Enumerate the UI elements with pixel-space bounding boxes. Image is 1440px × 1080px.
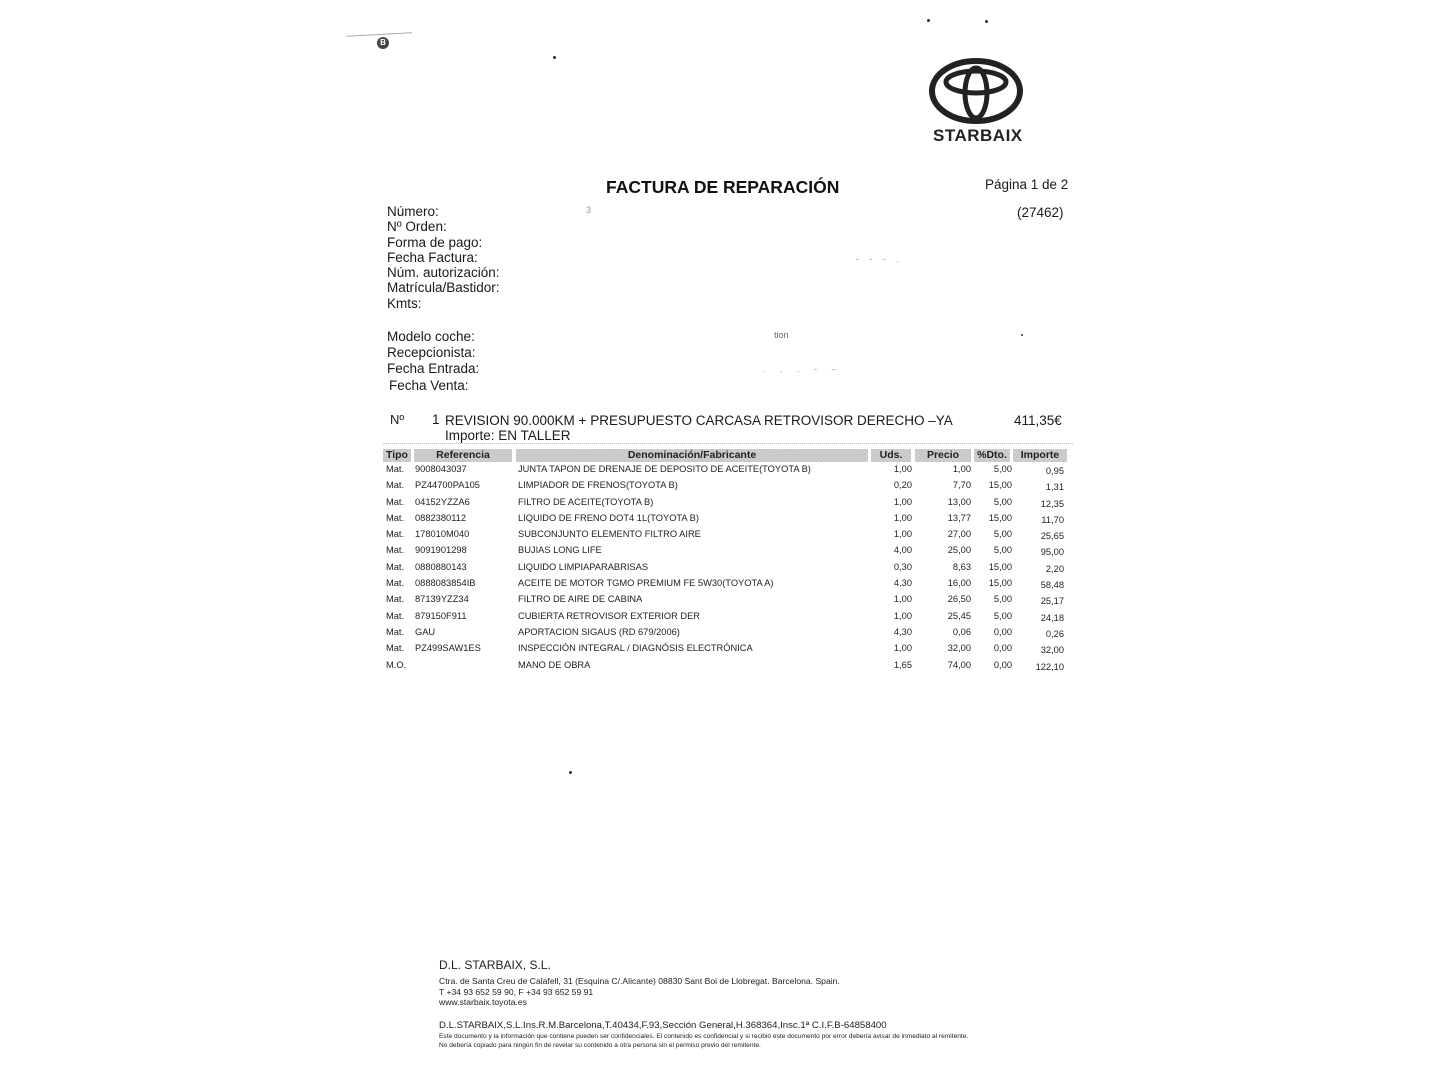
cell-precio: 13,00	[947, 496, 971, 507]
cell-precio: 1,00	[952, 464, 971, 474]
cell-denominacion: APORTACION SIGAUS (RD 679/2006)	[518, 626, 680, 637]
page-title: FACTURA DE REPARACIÓN	[606, 177, 840, 197]
cell-tipo: Mat.	[386, 594, 405, 605]
footer-legal-line-1: Este documento y la información que contiene pueden ser confidenciales. El contenido es confidencial y si recibió este documento por error debería avisar de inmediato al remitente.	[439, 1033, 969, 1040]
footer-registry: D.L.STARBAIX,S.L.Ins.R.M.Barcelona,T.40434,F.93,Sección General,H.368364,Insc.1ª C.I.F.B-64858400	[439, 1020, 887, 1031]
cell-importe: 11,70	[1041, 514, 1064, 525]
cell-denominacion: LIQUIDO LIMPIAPARABRISAS	[518, 561, 649, 572]
cell-dto: 0,00	[993, 643, 1012, 654]
cell-precio: 0,06	[952, 626, 971, 637]
cell-dto: 5,00	[993, 594, 1012, 605]
footer-address: Ctra. de Santa Creu de Calafell, 31 (Esquina C/.Alicante) 08830 Sant Boi de Llobregat. Barcelona. Spain.	[439, 976, 840, 986]
cell-tipo: Mat.	[386, 480, 405, 491]
cell-precio: 7,70	[952, 480, 971, 491]
line-items-table	[386, 464, 1076, 676]
invoice-fields	[387, 204, 500, 311]
col-header-referencia: Referencia	[414, 449, 512, 462]
cell-precio: 8,63	[952, 561, 971, 572]
cell-importe: 12,35	[1040, 498, 1064, 509]
cell-uds: 0,20	[893, 480, 912, 491]
field-matricula-label: Matrícula/Bastidor:	[387, 280, 500, 296]
divider	[383, 443, 1073, 446]
footer-phones: T +34 93 652 59 90, F +34 93 652 59 91	[439, 986, 594, 997]
redacted-modelo: tion	[774, 330, 789, 340]
cell-denominacion: INSPECCIÓN INTEGRAL / DIAGNÓSIS ELECTRÓNICA	[518, 643, 753, 654]
cell-referencia: PZ44700PA105	[415, 480, 480, 491]
scan-speck	[985, 20, 988, 23]
footer-legal-line-2: No debería copiado para ningún fin de revelar su contenido a otra persona sin el permiso previo del remitente.	[439, 1042, 761, 1049]
cell-uds: 4,30	[893, 626, 912, 637]
cell-tipo: Mat.	[386, 610, 405, 621]
field-orden-label: Nº Orden:	[387, 219, 447, 235]
cell-importe: 122,10	[1035, 661, 1064, 672]
page-number: Página 1 de 2	[985, 177, 1069, 192]
table-row	[386, 611, 1076, 627]
work-order-description: REVISION 90.000KM + PRESUPUESTO CARCASA RETROVISOR DERECHO –YA Importe: EN TALLER	[445, 413, 953, 443]
cell-precio: 74,00	[947, 659, 971, 670]
cell-dto: 5,00	[993, 529, 1012, 540]
table-row	[386, 480, 1076, 496]
cell-denominacion: JUNTA TAPON DE DRENAJE DE DEPOSITO DE ACEITE(TOYOTA B)	[518, 464, 811, 474]
cell-importe: 95,00	[1040, 547, 1064, 558]
table-row	[386, 497, 1076, 513]
cell-referencia: 879150F911	[415, 610, 467, 621]
footer-website-link[interactable]: www.starbaix.toyota.es	[439, 997, 527, 1007]
cell-referencia: GAU	[415, 626, 436, 637]
cell-tipo: Mat.	[386, 464, 405, 474]
cell-importe: 25,65	[1040, 531, 1064, 542]
scan-speck	[927, 19, 930, 22]
cell-denominacion: SUBCONJUNTO ELEMENTO FILTRO AIRE	[518, 529, 701, 540]
cell-dto: 5,00	[993, 464, 1012, 474]
cell-dto: 15,00	[988, 578, 1012, 589]
table-row	[386, 464, 1076, 480]
cell-dto: 0,00	[993, 626, 1012, 637]
cell-referencia: 0882380112	[415, 512, 467, 523]
cell-tipo: Mat.	[386, 643, 405, 654]
cell-referencia: 0880880143	[415, 561, 467, 572]
cell-tipo: Mat.	[386, 626, 405, 637]
table-row	[386, 562, 1076, 578]
cell-importe: 1,31	[1045, 482, 1064, 493]
col-header-dto: %Dto.	[974, 449, 1010, 462]
scan-speck	[553, 56, 556, 59]
cell-dto: 5,00	[993, 610, 1012, 621]
order-reference: (27462)	[1017, 205, 1064, 220]
field-forma-pago-label: Forma de pago:	[387, 234, 483, 250]
cell-referencia: 9008043037	[415, 464, 467, 474]
cell-precio: 13,77	[947, 512, 971, 523]
cell-uds: 4,30	[893, 578, 912, 589]
cell-tipo: Mat.	[386, 512, 405, 523]
redacted-numero: 3	[586, 205, 592, 215]
cell-referencia: 9091901298	[415, 545, 467, 556]
cell-dto: 15,00	[988, 512, 1012, 523]
cell-precio: 25,00	[947, 545, 971, 556]
cell-dto: 5,00	[993, 496, 1012, 507]
col-header-denominacion: Denominación/Fabricante	[516, 449, 868, 462]
field-fecha-venta-label: Fecha Venta:	[389, 377, 469, 393]
table-row	[386, 578, 1076, 594]
cell-referencia: 87139YZZ34	[415, 594, 469, 605]
cell-precio: 26,50	[947, 594, 971, 605]
cell-denominacion: LIMPIADOR DE FRENOS(TOYOTA B)	[518, 480, 678, 491]
work-order-amount: 411,35€	[1014, 413, 1062, 428]
table-row	[386, 660, 1076, 676]
cell-uds: 1,00	[893, 610, 912, 621]
scan-artifact-stamp: B	[377, 37, 389, 49]
cell-uds: 1,00	[893, 496, 912, 507]
cell-uds: 1,65	[893, 659, 912, 670]
cell-referencia: 178010M040	[415, 529, 470, 540]
cell-dto: 15,00	[988, 480, 1012, 491]
cell-referencia: PZ499SAW1ES	[415, 643, 481, 654]
col-header-precio: Precio	[915, 449, 971, 462]
cell-importe: 25,17	[1040, 596, 1064, 607]
work-order-no-label: Nº	[390, 412, 405, 427]
cell-uds: 1,00	[893, 594, 912, 605]
cell-importe: 32,00	[1040, 645, 1064, 656]
cell-uds: 1,00	[893, 643, 912, 654]
cell-precio: 32,00	[947, 643, 971, 654]
cell-denominacion: LIQUIDO DE FRENO DOT4 1L(TOYOTA B)	[518, 512, 699, 523]
cell-denominacion: FILTRO DE AIRE DE CABINA	[518, 594, 643, 605]
footer-legal	[439, 1032, 968, 1050]
toyota-emblem-icon	[928, 58, 1024, 124]
table-row	[386, 594, 1076, 610]
cell-dto: 0,00	[993, 659, 1012, 670]
scan-speck	[569, 771, 572, 774]
cell-dto: 5,00	[993, 545, 1012, 556]
table-row	[386, 545, 1076, 561]
field-modelo-label: Modelo coche:	[387, 329, 475, 344]
footer	[439, 958, 840, 1008]
cell-dto: 15,00	[988, 561, 1012, 572]
work-order-index: 1	[432, 412, 440, 427]
table-row	[386, 643, 1076, 659]
cell-referencia: 04152YZZA6	[415, 496, 470, 507]
col-header-uds: Uds.	[871, 449, 911, 462]
brand-name: STARBAIX	[933, 126, 1023, 145]
cell-importe: 2,20	[1045, 563, 1064, 574]
table-row	[386, 529, 1076, 545]
cell-importe: 0,95	[1045, 466, 1064, 476]
cell-denominacion: CUBIERTA RETROVISOR EXTERIOR DER	[518, 610, 701, 621]
cell-tipo: Mat.	[386, 561, 405, 572]
field-autorizacion-label: Núm. autorización:	[387, 265, 500, 281]
cell-tipo: Mat.	[386, 529, 405, 540]
table-row	[386, 627, 1076, 643]
field-fecha-entrada-label: Fecha Entrada:	[387, 361, 480, 377]
field-numero-label: Número:	[387, 204, 439, 219]
cell-tipo: Mat.	[386, 578, 405, 589]
cell-precio: 16,00	[947, 578, 971, 589]
vehicle-fields	[387, 329, 479, 394]
cell-denominacion: MANO DE OBRA	[518, 659, 591, 670]
cell-uds: 1,00	[893, 512, 912, 523]
scan-speck	[1021, 334, 1023, 336]
field-recepcionista-label: Recepcionista:	[387, 345, 476, 361]
table-row	[386, 513, 1076, 529]
col-header-tipo: Tipo	[383, 449, 411, 462]
cell-importe: 58,48	[1040, 580, 1064, 591]
redacted-fecha-factura: - - - .	[856, 254, 903, 264]
cell-tipo: Mat.	[386, 545, 405, 556]
field-kmts-label: Kmts:	[387, 295, 422, 311]
redacted-fecha-entrada: . . . - –	[763, 364, 843, 374]
cell-referencia: 0888083854IB	[415, 578, 476, 589]
field-fecha-factura-label: Fecha Factura:	[387, 249, 478, 265]
cell-denominacion: BUJIAS LONG LIFE	[518, 545, 602, 556]
cell-tipo: M.O.	[386, 659, 407, 670]
cell-uds: 1,00	[893, 529, 912, 540]
cell-uds: 0,30	[893, 561, 912, 572]
scan-artifact-line	[346, 32, 412, 36]
cell-tipo: Mat.	[386, 496, 405, 507]
cell-importe: 0,26	[1045, 628, 1064, 639]
col-header-importe: Importe	[1013, 449, 1067, 462]
cell-importe: 24,18	[1040, 612, 1064, 623]
footer-company: D.L. STARBAIX, S.L.	[439, 958, 551, 972]
cell-precio: 25,45	[947, 610, 971, 621]
cell-uds: 1,00	[893, 464, 912, 474]
cell-precio: 27,00	[947, 529, 971, 540]
cell-denominacion: FILTRO DE ACEITE(TOYOTA B)	[518, 496, 654, 507]
cell-denominacion: ACEITE DE MOTOR TGMO PREMIUM FE 5W30(TOYOTA A)	[518, 578, 774, 589]
cell-uds: 4,00	[893, 545, 912, 556]
